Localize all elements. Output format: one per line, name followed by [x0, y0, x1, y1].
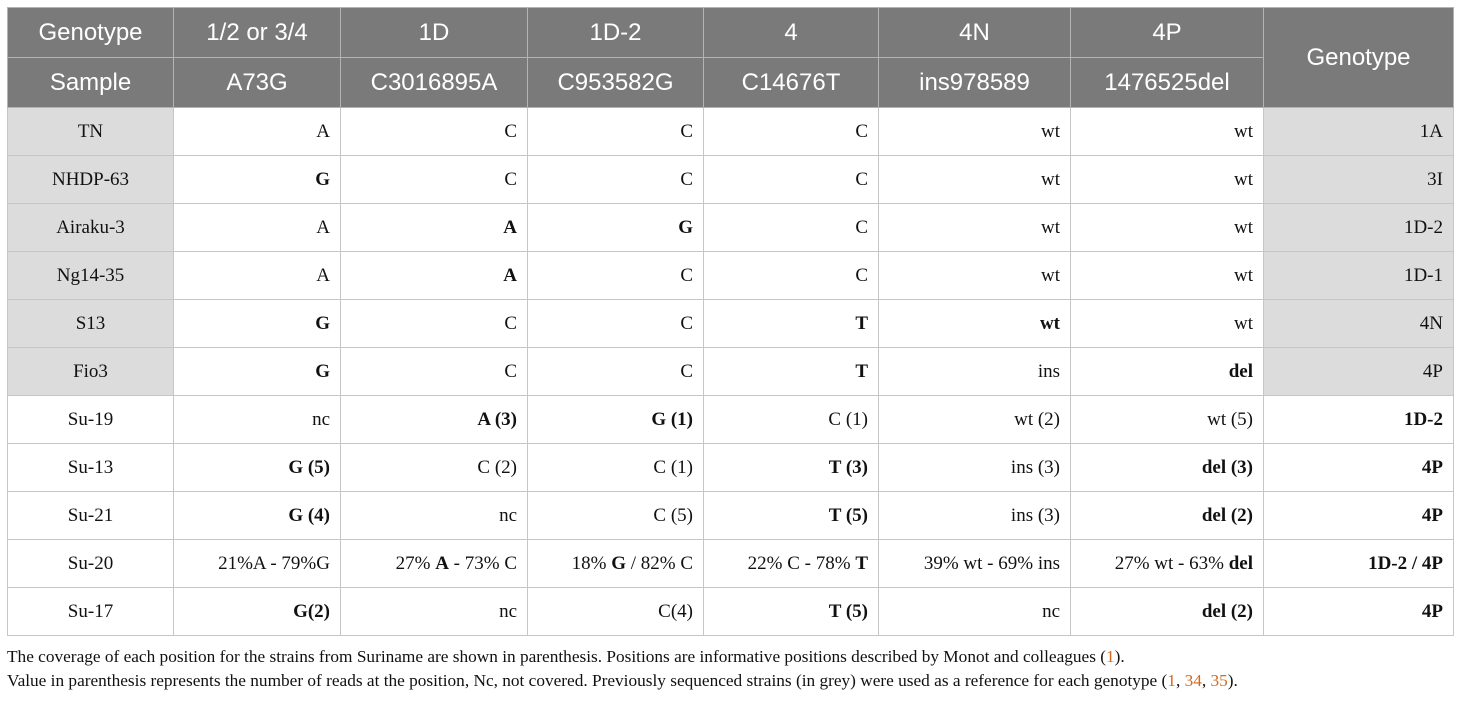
sample-cell — [8, 300, 174, 348]
position-cell — [341, 108, 528, 156]
sample-cell — [8, 108, 174, 156]
cell-text: G(2) — [293, 600, 330, 622]
position-cell — [174, 444, 341, 492]
position-cell — [341, 204, 528, 252]
position-cell — [1071, 300, 1264, 348]
position-cell — [174, 348, 341, 396]
position-cell — [1071, 156, 1264, 204]
header-cell: Sample — [8, 58, 174, 108]
cell-text: C (5) — [653, 504, 693, 526]
cell-text: wt — [1234, 312, 1253, 334]
position-cell — [1071, 108, 1264, 156]
position-cell — [528, 444, 704, 492]
cell-text: C — [504, 312, 517, 334]
position-cell — [704, 540, 879, 588]
position-cell — [528, 492, 704, 540]
cell-text: 4P — [1421, 456, 1443, 478]
footnote-end: ). — [1227, 671, 1238, 690]
table-row-reference — [8, 252, 1454, 300]
table-header — [8, 8, 1454, 108]
position-cell — [528, 156, 704, 204]
header-cell: 1/2 or 3/4 — [174, 8, 341, 58]
position-cell — [704, 156, 879, 204]
position-cell — [341, 300, 528, 348]
cell-text: Su-13 — [67, 456, 114, 478]
cell-text: C — [855, 168, 868, 190]
position-cell — [341, 588, 528, 636]
position-cell — [704, 204, 879, 252]
table-footnotes — [7, 645, 1453, 693]
header-row-genotype — [8, 8, 1454, 58]
sample-cell — [8, 204, 174, 252]
position-cell — [174, 492, 341, 540]
cell-text: T (3) — [828, 456, 868, 478]
cell-text: nc — [499, 504, 517, 526]
reference-link[interactable]: 35 — [1210, 671, 1228, 690]
position-cell — [528, 204, 704, 252]
header-cell: C3016895A — [341, 58, 528, 108]
cell-text: G — [315, 360, 330, 382]
cell-text: G — [315, 168, 330, 190]
cell-text: 22% C - 78% — [747, 552, 856, 574]
cell-text: A — [316, 264, 330, 286]
cell-text: Su-20 — [67, 552, 114, 574]
cell-text: wt — [1039, 312, 1060, 334]
genotype-cell — [1264, 204, 1454, 252]
reference-link[interactable]: 1 — [1167, 671, 1176, 690]
reference-separator: , — [1175, 671, 1185, 690]
table-body — [8, 108, 1454, 636]
cell-text: 4P — [1421, 504, 1443, 526]
genotype-table — [7, 7, 1454, 636]
cell-text: C — [855, 120, 868, 142]
sample-cell — [8, 156, 174, 204]
cell-text: wt — [1041, 264, 1060, 286]
position-cell — [704, 396, 879, 444]
header-cell: A73G — [174, 58, 341, 108]
table-row-suriname — [8, 540, 1454, 588]
sample-cell — [8, 348, 174, 396]
position-cell — [1071, 252, 1264, 300]
position-cell — [174, 540, 341, 588]
header-cell: C14676T — [704, 58, 879, 108]
position-cell — [879, 108, 1071, 156]
sample-cell — [8, 444, 174, 492]
cell-text: T — [855, 312, 868, 334]
cell-text: C — [855, 264, 868, 286]
cell-text: C(4) — [658, 600, 693, 622]
header-cell: 1D-2 — [528, 8, 704, 58]
position-cell — [341, 444, 528, 492]
position-cell — [528, 108, 704, 156]
cell-text: 3I — [1427, 168, 1443, 190]
genotype-cell — [1264, 300, 1454, 348]
position-cell — [341, 492, 528, 540]
cell-text: wt — [1041, 120, 1060, 142]
position-cell — [341, 156, 528, 204]
position-cell — [1071, 444, 1264, 492]
cell-text: 1D-1 — [1403, 264, 1443, 286]
cell-text: Ng14-35 — [56, 264, 125, 286]
position-cell — [704, 492, 879, 540]
cell-text: C — [504, 360, 517, 382]
table-figure — [7, 7, 1453, 693]
cell-text: C — [504, 168, 517, 190]
cell-text: C (2) — [477, 456, 517, 478]
cell-text: C — [680, 312, 693, 334]
position-cell — [174, 252, 341, 300]
cell-text: A — [503, 216, 517, 238]
genotype-cell — [1264, 252, 1454, 300]
table-row-reference — [8, 300, 1454, 348]
genotype-cell — [1264, 588, 1454, 636]
position-cell — [174, 204, 341, 252]
cell-text: 4P — [1421, 600, 1443, 622]
position-cell — [174, 156, 341, 204]
position-cell — [528, 396, 704, 444]
cell-text: wt (2) — [1014, 408, 1060, 430]
reference-separator: , — [1201, 671, 1211, 690]
position-cell — [704, 252, 879, 300]
position-cell — [879, 348, 1071, 396]
header-cell: Genotype — [8, 8, 174, 58]
cell-text: / 82% C — [625, 552, 693, 574]
position-cell — [879, 204, 1071, 252]
cell-text: 1D-2 — [1403, 216, 1443, 238]
table-row-reference — [8, 204, 1454, 252]
sample-cell — [8, 396, 174, 444]
position-cell — [879, 300, 1071, 348]
header-cell: 1476525del — [1071, 58, 1264, 108]
cell-text: C (1) — [828, 408, 868, 430]
header-cell: 4N — [879, 8, 1071, 58]
footnote-end: ). — [1114, 647, 1125, 666]
cell-text: nc — [312, 408, 330, 430]
cell-text: 4N — [1419, 312, 1443, 334]
position-cell — [879, 492, 1071, 540]
genotype-cell — [1264, 348, 1454, 396]
cell-text: wt — [1234, 168, 1253, 190]
cell-text: del (3) — [1201, 456, 1253, 478]
cell-text: 1D-2 / 4P — [1368, 552, 1443, 574]
table-row-reference — [8, 348, 1454, 396]
position-cell — [528, 588, 704, 636]
cell-text: T (5) — [828, 504, 868, 526]
cell-text: ins (3) — [1010, 504, 1060, 526]
position-cell — [1071, 204, 1264, 252]
table-row-reference — [8, 156, 1454, 204]
cell-text: Su-21 — [67, 504, 114, 526]
cell-text: nc — [1042, 600, 1060, 622]
position-cell — [174, 396, 341, 444]
table-row-suriname — [8, 492, 1454, 540]
genotype-cell — [1264, 396, 1454, 444]
cell-text: T — [855, 360, 868, 382]
cell-text: del (2) — [1201, 600, 1253, 622]
reference-link[interactable]: 1 — [1106, 647, 1115, 666]
cell-text: del — [1228, 552, 1253, 574]
cell-text: 1A — [1419, 120, 1443, 142]
cell-text: G (4) — [288, 504, 330, 526]
cell-text: 1D-2 — [1403, 408, 1443, 430]
cell-text: ins — [1037, 360, 1060, 382]
cell-text: ins (3) — [1010, 456, 1060, 478]
footnote-text: The coverage of each position for the strains from Suriname are shown in parenthesis. Positions are informative positions described by Monot and colleagues ( — [7, 647, 1106, 666]
cell-text: G (5) — [288, 456, 330, 478]
cell-text: TN — [77, 120, 104, 142]
cell-text: C — [680, 168, 693, 190]
cell-text: Su-19 — [67, 408, 114, 430]
cell-text: 39% wt - 69% ins — [923, 552, 1060, 574]
position-cell — [879, 156, 1071, 204]
table-row-suriname — [8, 588, 1454, 636]
cell-text: S13 — [75, 312, 106, 334]
cell-text: 27% — [395, 552, 436, 574]
genotype-cell — [1264, 156, 1454, 204]
header-cell: 1D — [341, 8, 528, 58]
cell-text: A — [435, 552, 449, 574]
cell-text: 21%A - 79%G — [218, 552, 330, 574]
position-cell — [528, 348, 704, 396]
genotype-cell — [1264, 540, 1454, 588]
cell-text: Su-17 — [67, 600, 114, 622]
position-cell — [879, 396, 1071, 444]
footnote-text: Value in parenthesis represents the number of reads at the position, Nc, not covered. Previously sequenced strains (in grey) were used as a reference for each genotype ( — [7, 671, 1168, 690]
position-cell — [528, 300, 704, 348]
position-cell — [879, 588, 1071, 636]
sample-cell — [8, 252, 174, 300]
genotype-cell — [1264, 492, 1454, 540]
position-cell — [1071, 492, 1264, 540]
cell-text: C (1) — [653, 456, 693, 478]
table-row-reference — [8, 108, 1454, 156]
position-cell — [341, 396, 528, 444]
position-cell — [704, 444, 879, 492]
sample-cell — [8, 492, 174, 540]
sample-cell — [8, 540, 174, 588]
cell-text: wt — [1041, 168, 1060, 190]
cell-text: C — [855, 216, 868, 238]
position-cell — [341, 252, 528, 300]
genotype-cell — [1264, 108, 1454, 156]
footnote-coverage — [7, 645, 1453, 669]
cell-text: G — [611, 552, 626, 574]
reference-link[interactable]: 34 — [1184, 671, 1202, 690]
position-cell — [704, 348, 879, 396]
position-cell — [704, 108, 879, 156]
sample-cell — [8, 588, 174, 636]
cell-text: wt — [1234, 120, 1253, 142]
cell-text: C — [680, 264, 693, 286]
position-cell — [174, 588, 341, 636]
cell-text: Fio3 — [73, 360, 108, 382]
cell-text: 18% — [571, 552, 612, 574]
header-cell: 4P — [1071, 8, 1264, 58]
position-cell — [174, 108, 341, 156]
cell-text: C — [680, 120, 693, 142]
cell-text: 27% wt - 63% — [1114, 552, 1229, 574]
cell-text: A — [316, 216, 330, 238]
header-cell: C953582G — [528, 58, 704, 108]
position-cell — [879, 540, 1071, 588]
position-cell — [341, 540, 528, 588]
position-cell — [704, 300, 879, 348]
position-cell — [1071, 540, 1264, 588]
position-cell — [704, 588, 879, 636]
header-cell-genotype: Genotype — [1264, 8, 1454, 108]
footnote-references — [1106, 647, 1115, 666]
position-cell — [174, 300, 341, 348]
cell-text: wt — [1234, 216, 1253, 238]
cell-text: A (3) — [477, 408, 517, 430]
cell-text: A — [503, 264, 517, 286]
position-cell — [879, 252, 1071, 300]
cell-text: A — [316, 120, 330, 142]
position-cell — [528, 540, 704, 588]
cell-text: C — [504, 120, 517, 142]
cell-text: wt (5) — [1207, 408, 1253, 430]
genotype-cell — [1264, 444, 1454, 492]
footnote-references — [1167, 671, 1227, 690]
header-cell: 4 — [704, 8, 879, 58]
cell-text: G — [678, 216, 693, 238]
cell-text: T (5) — [828, 600, 868, 622]
cell-text: C — [680, 360, 693, 382]
table-row-suriname — [8, 444, 1454, 492]
position-cell — [1071, 348, 1264, 396]
cell-text: del — [1228, 360, 1253, 382]
cell-text: - 73% C — [448, 552, 517, 574]
position-cell — [1071, 396, 1264, 444]
cell-text: G — [315, 312, 330, 334]
position-cell — [879, 444, 1071, 492]
cell-text: nc — [499, 600, 517, 622]
cell-text: wt — [1041, 216, 1060, 238]
cell-text: T — [855, 552, 868, 574]
cell-text: del (2) — [1201, 504, 1253, 526]
header-cell: ins978589 — [879, 58, 1071, 108]
cell-text: 4P — [1422, 360, 1443, 382]
table-row-suriname — [8, 396, 1454, 444]
header-row-sample — [8, 58, 1454, 108]
cell-text: G (1) — [651, 408, 693, 430]
footnote-reads — [7, 669, 1453, 693]
cell-text: wt — [1234, 264, 1253, 286]
position-cell — [1071, 588, 1264, 636]
cell-text: NHDP-63 — [51, 168, 130, 190]
cell-text: Airaku-3 — [56, 216, 125, 238]
position-cell — [341, 348, 528, 396]
position-cell — [528, 252, 704, 300]
